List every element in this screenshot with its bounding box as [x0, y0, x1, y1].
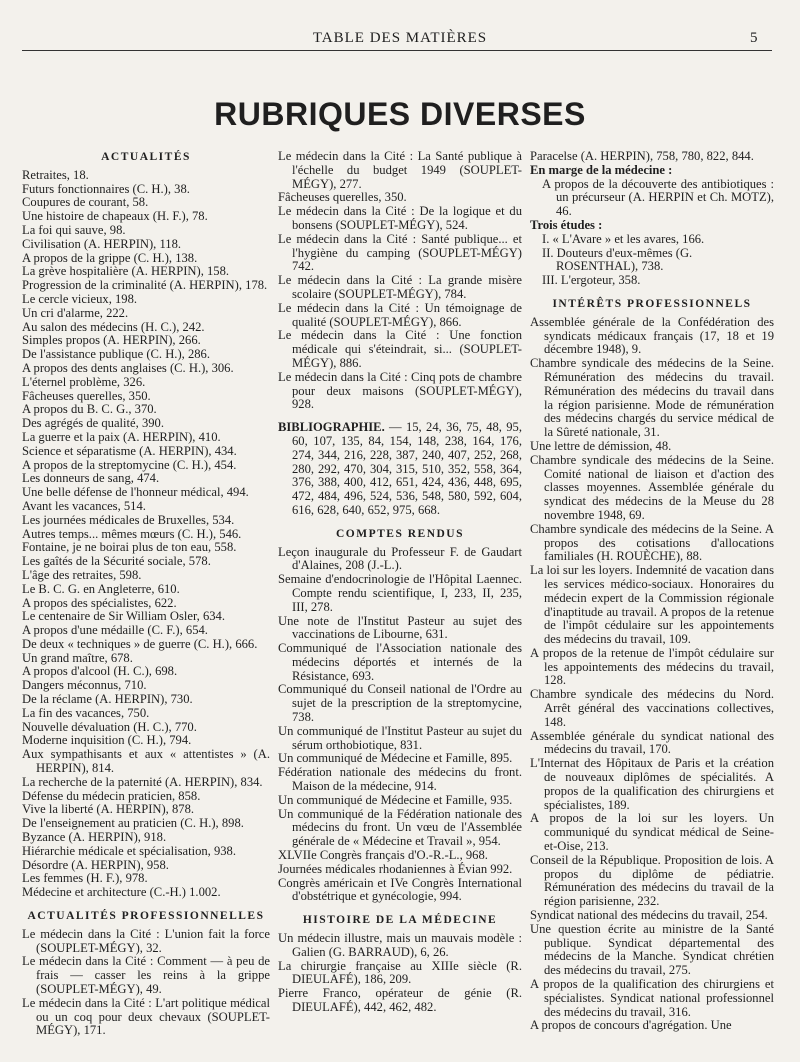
index-entry: Désordre (A. HERPIN), 958. [22, 857, 169, 872]
index-entry: La chirurgie française au XIIIe siècle (R. DIEULAFÉ), 186, 209. [278, 958, 522, 987]
index-entry: III. L'ergoteur, 358. [542, 273, 641, 288]
index-entry: Futurs fonctionnaires (C. H.), 38. [22, 181, 190, 196]
index-entry: Un médecin illustre, mais un mauvais modèle : Galien (G. BARRAUD), 6, 26. [278, 931, 522, 959]
page-number: 5 [750, 30, 758, 46]
index-entry: La foi qui sauve, 98. [22, 222, 126, 237]
index-entry: Fâcheuses querelles, 350. [22, 388, 151, 403]
column-1 [22, 150, 270, 1038]
header-rule [22, 50, 772, 51]
index-entry: Les journées médicales de Bruxelles, 534. [22, 512, 235, 527]
column-3 [530, 150, 774, 1033]
index-entry: Science et séparatisme (A. HERPIN), 434. [22, 443, 237, 458]
index-entry: Un communiqué de l'Institut Pasteur au sujet du sérum orthobiotique, 831. [278, 723, 522, 752]
index-entry: A propos de la loi sur les loyers. Un communiqué du syndicat médical de Seine-et-Oise, 213. [530, 811, 774, 854]
index-entry: Le cercle vicieux, 198. [22, 291, 138, 306]
index-entry: Une note de l'Institut Pasteur au sujet des vaccinations de Libourne, 631. [278, 613, 522, 642]
index-entry: Une belle défense de l'honneur médical, 494. [22, 485, 249, 500]
index-entry: Au salon des médecins (H. C.), 242. [22, 319, 205, 334]
index-entry: Assemblée générale de la Confédération des syndicats médicaux français (17, 18 et 19 décembre 1948), 9. [530, 314, 774, 357]
comptes-rendus-list [278, 546, 522, 905]
marge-entry: A propos de la découverte des antibiotiques : un précurseur (A. HERPIN et Ch. MOTZ), 46. [542, 176, 774, 219]
index-entry: Défense du médecin praticien, 858. [22, 788, 201, 803]
index-entry: Les donneurs de sang, 474. [22, 471, 160, 486]
index-entry: Le centenaire de Sir William Osler, 634. [22, 609, 225, 624]
index-entry: La fin des vacances, 750. [22, 705, 150, 720]
index-entry: La guerre et la paix (A. HERPIN), 410. [22, 429, 221, 444]
index-entry: A propos de la streptomycine (C. H.), 454. [22, 457, 237, 472]
page-title: RUBRIQUES DIVERSES [214, 96, 586, 132]
index-entry: Le médecin dans la Cité : L'union fait la force (SOUPLET-MÉGY), 32. [22, 926, 270, 955]
index-entry: Communiqué de l'Association nationale des médecins déportés et internés de la Résistance, 693. [278, 641, 522, 683]
index-entry: Semaine d'endocrinologie de l'Hôpital Laennec. Compte rendu scientifique, I, 233, II, 235, III, 278. [278, 572, 522, 614]
index-entry: Un communiqué de la Fédération nationale des médecins du front. Un vœu de l'Assemblée générale de « Médecine et Travail », 954. [278, 806, 522, 849]
index-entry: Chambre syndicale des médecins de la Seine. Rémunération des médecins du travail. Rémunération des médecins du travail dans la région parisienne. Mode de rémunération des médecins chargés du service médical de la Sûreté nationale, 31. [530, 356, 774, 440]
paracelse-entry: Paracelse (A. HERPIN), 758, 780, 822, 844. [530, 149, 754, 163]
index-entry: Un cri d'alarme, 222. [22, 305, 129, 320]
histoire-list [278, 932, 522, 1015]
bibliographie-entry [278, 421, 522, 518]
index-entry: Le médecin dans la Cité : Une fonction médicale qui s'éteindrait, si... (SOUPLET-MÉGY), 886. [278, 328, 522, 370]
index-entry: Aux sympathisants et aux « attentistes » (A. HERPIN), 814. [22, 747, 270, 776]
index-entry: A propos d'une médaille (C. F.), 654. [22, 623, 208, 638]
index-entry: A propos des spécialistes, 622. [22, 595, 177, 610]
index-entry: La loi sur les loyers. Indemnité de vacation dans les services médico-sociaux. Honoraires du médecin expert de la Commission régionale d'inaptitude au travail. A propos de la retenue de l'impôt cédulaire sur les appointements des médecins du travail, 109. [530, 563, 774, 647]
index-entry: Une lettre de démission, 48. [530, 438, 672, 453]
index-entry: I. « L'Avare » et les avares, 166. [542, 231, 705, 246]
section-heading-interets: INTÉRÊTS PROFESSIONNELS [552, 297, 752, 310]
index-entry: Journées médicales rhodaniennes à Évian 992. [278, 861, 513, 876]
index-entry: Le médecin dans la Cité : L'art politique médical ou un coq pour deux chevaux (SOUPLET-MÉGY), 171. [22, 995, 270, 1038]
index-entry: Le médecin dans la Cité : La grande misère scolaire (SOUPLET-MÉGY), 784. [278, 273, 522, 301]
subheading-trois-etudes: Trois études : [530, 217, 603, 232]
index-entry: A propos des dents anglaises (C. H.), 306. [22, 360, 234, 375]
index-entry: Nouvelle dévaluation (H. C.), 770. [22, 719, 197, 734]
index-entry: Un communiqué de Médecine et Famille, 895. [278, 751, 513, 766]
index-entry: II. Douteurs d'eux-mêmes (G. ROSENTHAL), 738. [542, 245, 693, 274]
index-entry: Syndicat national des médecins du travail, 254. [530, 908, 768, 923]
index-entry: Le médecin dans la Cité : Cinq pots de chambre pour deux maisons (SOUPLET-MÉGY), 928. [278, 369, 522, 412]
index-entry: Retraites, 18. [22, 167, 89, 182]
index-entry: L'âge des retraites, 598. [22, 567, 142, 582]
index-entry: La grève hospitalière (A. HERPIN), 158. [22, 264, 230, 279]
bibliographie-pages: — 15, 24, 36, 75, 48, 95, 60, 107, 135, 84, 154, 148, 238, 164, 176, 274, 344, 216, 228, 387, 240, 407, 252, 268, 280, 292, 470, 304, 315, 510, 352, 558, 364, 376, 388, 400, 412, 651, 424, 436, 448, 695, 472, 484, 496, 524, 536, 548, 580, 592, 604, 616, 628, 640, 652, 975, 668. [292, 420, 522, 517]
index-entry: Le médecin dans la Cité : La Santé publique à l'échelle du budget 1949 (SOUPLET-MÉGY), 277. [278, 149, 522, 191]
index-entry: De l'enseignement au praticien (C. H.), 898. [22, 816, 244, 831]
index-entry: Autres temps... mêmes mœurs (C. H.), 546. [22, 526, 242, 541]
index-entry: Fâcheuses querelles, 350. [278, 190, 407, 205]
index-entry: A propos du B. C. G., 370. [22, 402, 157, 417]
index-entry: Le médecin dans la Cité : De la logique et du bonsens (SOUPLET-MÉGY), 524. [278, 204, 522, 232]
index-entry: XLVIIe Congrès français d'O.-R.-L., 968. [278, 848, 488, 863]
index-entry: Fontaine, je ne boirai plus de ton eau, 558. [22, 540, 237, 555]
section-heading-histoire: HISTOIRE DE LA MÉDECINE [302, 914, 498, 927]
index-entry: Chambre syndicale des médecins de la Seine. Comité national de liaison et d'action des classes moyennes. Assemblée générale du syndicat des médecins de la Meuse du 28 novembre 1948, 69. [530, 452, 774, 522]
index-entry: Dangers méconnus, 710. [22, 678, 147, 693]
index-entry: Simples propos (A. HERPIN), 266. [22, 333, 201, 348]
index-entry: Chambre syndicale des médecins de la Seine. A propos des cotisations d'allocations familiales (H. ROUÈCHE), 88. [530, 521, 774, 564]
column-2 [278, 150, 522, 1015]
index-entry: Un grand maître, 678. [22, 650, 133, 665]
index-entry: Le médecin dans la Cité : Santé publique... et l'hygiène du camping (SOUPLET-MÉGY) 742. [278, 231, 522, 274]
index-entry: L'éternel problème, 326. [22, 374, 146, 389]
bibliographie-label: BIBLIOGRAPHIE. [278, 420, 385, 435]
section-heading-actualites: ACTUALITÉS [101, 151, 191, 163]
index-entry: La recherche de la paternité (A. HERPIN), 834. [22, 774, 263, 789]
index-entry: Une histoire de chapeaux (H. F.), 78. [22, 209, 208, 224]
index-entry: De deux « techniques » de guerre (C. H.), 666. [22, 636, 258, 651]
index-entry: Communiqué du Conseil national de l'Ordre au sujet de la prescription de la streptomycine, 738. [278, 682, 522, 725]
index-entry: Pierre Franco, opérateur de génie (R. DIEULAFÉ), 442, 462, 482. [278, 986, 522, 1015]
index-entry: Congrès américain et IVe Congrès International d'obstétrique et gynécologie, 994. [278, 875, 522, 904]
index-entry: Avant les vacances, 514. [22, 498, 146, 513]
actualites-pro-list [22, 928, 270, 1038]
index-entry: Hiérarchie médicale et spécialisation, 938. [22, 843, 237, 858]
trois-etudes-list [530, 233, 774, 288]
index-entry: Byzance (A. HERPIN), 918. [22, 830, 167, 845]
index-entry: A propos de concours d'agrégation. Une [530, 1018, 732, 1033]
running-header-title: TABLE DES MATIÈRES [312, 30, 488, 46]
index-entry: Leçon inaugurale du Professeur F. de Gaudart d'Alaines, 208 (J.-L.). [278, 544, 522, 573]
index-entry: Le médecin dans la Cité : Comment — à peu de frais — casser les reins à la grippe (SOUPLET-MÉGY), 49. [22, 954, 270, 997]
index-entry: Fédération nationale des médecins du front. Maison de la médecine, 914. [278, 765, 522, 794]
actualites-list [22, 169, 270, 900]
index-entry: Coupures de courant, 58. [22, 195, 149, 210]
index-entry: Des agrégés de qualité, 390. [22, 416, 164, 431]
index-entry: A propos de la grippe (C. H.), 138. [22, 250, 198, 265]
index-entry: De l'assistance publique (C. H.), 286. [22, 347, 210, 362]
index-entry: A propos de la qualification des chirurgiens et spécialistes. Syndicat national professionnel des médecins du travail, 316. [530, 977, 774, 1019]
index-entry: Vive la liberté (A. HERPIN), 878. [22, 802, 195, 817]
section-heading-actualites-pro: ACTUALITÉS PROFESSIONNELLES [27, 910, 265, 923]
index-entry: A propos d'alcool (H. C.), 698. [22, 664, 178, 679]
index-entry: L'Internat des Hôpitaux de Paris et la création de nouveaux diplômes de spécialités. A propos de la qualification des chirurgiens et spécialistes, 189. [530, 756, 774, 812]
index-entry: Un communiqué de Médecine et Famille, 935. [278, 792, 513, 807]
index-entry: De la réclame (A. HERPIN), 730. [22, 692, 193, 707]
index-entry: Les gaîtés de la Sécurité sociale, 578. [22, 554, 211, 569]
index-entry: Le B. C. G. en Angleterre, 610. [22, 581, 180, 596]
index-entry: Moderne inquisition (C. H.), 794. [22, 733, 192, 748]
cite-list [278, 150, 522, 412]
subheading-marge: En marge de la médecine : [530, 162, 673, 177]
index-entry: Assemblée générale du syndicat national des médecins du travail, 170. [530, 728, 774, 757]
index-entry: Les femmes (H. F.), 978. [22, 871, 148, 886]
interets-list [530, 316, 774, 1033]
index-entry: Progression de la criminalité (A. HERPIN), 178. [22, 278, 268, 293]
index-entry: Chambre syndicale des médecins du Nord. Arrêt général des vaccinations collectives, 148. [530, 687, 774, 729]
index-entry: Conseil de la République. Proposition de lois. A propos du diplôme de pédiatrie. Rémunération des médecins du travail de la région parisienne, 232. [530, 852, 774, 909]
index-entry: Une question écrite au ministre de la Santé publique. Syndicat départemental des médecins de la Manche. Syndicat chrétien des médecins du travail, 275. [530, 921, 774, 978]
section-heading-comptes-rendus: COMPTES RENDUS [335, 527, 465, 540]
index-entry: Médecine et architecture (C.-H.) 1.002. [22, 885, 221, 900]
index-entry: A propos de la retenue de l'impôt cédulaire sur les appointements des médecins du travail, 128. [530, 645, 774, 688]
index-entry: Le médecin dans la Cité : Un témoignage de qualité (SOUPLET-MÉGY), 866. [278, 300, 522, 329]
index-entry: Civilisation (A. HERPIN), 118. [22, 236, 182, 251]
